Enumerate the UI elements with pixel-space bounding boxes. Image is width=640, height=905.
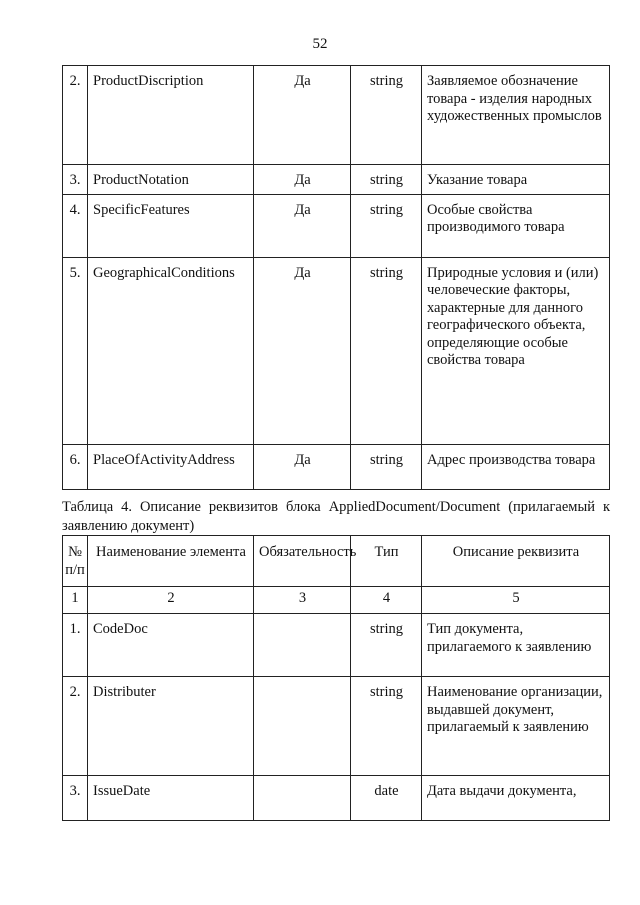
required-flag [254, 677, 351, 776]
element-name: GeographicalConditions [88, 257, 254, 444]
row-number: 2. [63, 677, 88, 776]
element-name: SpecificFeatures [88, 194, 254, 257]
element-name: PlaceOfActivityAddress [88, 444, 254, 489]
row-number: 3. [63, 165, 88, 195]
element-name: ProductNotation [88, 165, 254, 195]
table-row [63, 776, 610, 821]
table-row [63, 257, 610, 444]
attributes-table-continued [62, 65, 610, 490]
table-row [63, 444, 610, 489]
column-index-row [63, 587, 610, 614]
required-flag [254, 614, 351, 677]
data-type: string [351, 165, 422, 195]
required-flag: Да [254, 194, 351, 257]
row-number: 6. [63, 444, 88, 489]
attribute-description: Наименование организации, выдавшей документ, прилагаемый к заявлению [422, 677, 610, 776]
required-flag: Да [254, 165, 351, 195]
element-name: Distributer [88, 677, 254, 776]
table-row [63, 614, 610, 677]
required-flag [254, 776, 351, 821]
row-number: 1. [63, 614, 88, 677]
column-index: 2 [88, 587, 254, 614]
column-index: 5 [422, 587, 610, 614]
row-number: 5. [63, 257, 88, 444]
table-row [63, 66, 610, 165]
page-number: 52 [312, 36, 328, 52]
header-element-name: Наименование элемента [88, 536, 254, 587]
row-number: 3. [63, 776, 88, 821]
column-index: 1 [63, 587, 88, 614]
element-name: IssueDate [88, 776, 254, 821]
header-required: Обязательность [254, 536, 351, 587]
data-type: string [351, 194, 422, 257]
attribute-description: Указание товара [422, 165, 610, 195]
required-flag: Да [254, 257, 351, 444]
attribute-description: Адрес производства товара [422, 444, 610, 489]
attributes-table-applied-document [62, 535, 610, 821]
required-flag: Да [254, 66, 351, 165]
attribute-description: Заявляемое обозначение товара - изделия народных художественных промыслов [422, 66, 610, 165]
attribute-description: Тип документа, прилагаемого к заявлению [422, 614, 610, 677]
header-description: Описание реквизита [422, 536, 610, 587]
column-index: 3 [254, 587, 351, 614]
attribute-description: Природные условия и (или) человеческие факторы, характерные для данного географического объекта, определяющие особые свойства товара [422, 257, 610, 444]
attribute-description: Особые свойства производимого товара [422, 194, 610, 257]
attribute-description: Дата выдачи документа, [422, 776, 610, 821]
table-header-row [63, 536, 610, 587]
table-caption: Таблица 4. Описание реквизитов блока AppliedDocument/Document (прилагаемый к заявлению документ) [62, 499, 610, 534]
required-flag: Да [254, 444, 351, 489]
data-type: date [351, 776, 422, 821]
header-type: Тип [351, 536, 422, 587]
row-number: 4. [63, 194, 88, 257]
table-row [63, 677, 610, 776]
row-number: 2. [63, 66, 88, 165]
data-type: string [351, 677, 422, 776]
table-row [63, 194, 610, 257]
data-type: string [351, 614, 422, 677]
element-name: ProductDiscription [88, 66, 254, 165]
data-type: string [351, 66, 422, 165]
data-type: string [351, 444, 422, 489]
column-index: 4 [351, 587, 422, 614]
header-number: № п/п [63, 536, 88, 587]
table-row [63, 165, 610, 195]
data-type: string [351, 257, 422, 444]
element-name: CodeDoc [88, 614, 254, 677]
